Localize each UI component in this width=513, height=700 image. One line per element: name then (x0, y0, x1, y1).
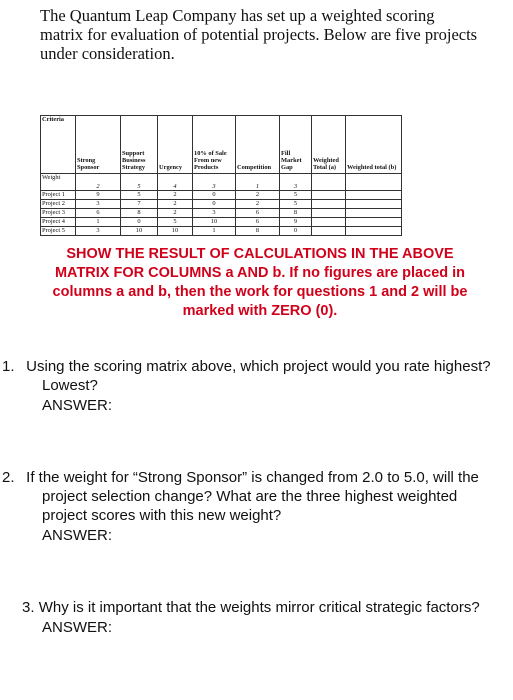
weighted-total-b-cell[interactable] (346, 191, 402, 200)
question-3-body (22, 598, 492, 617)
weighted-total-b-cell[interactable] (346, 200, 402, 209)
table-row (41, 200, 402, 209)
calculation-instruction (40, 245, 480, 321)
weighted-total-a-cell[interactable] (312, 209, 346, 218)
weight-cell: 2 (76, 174, 121, 191)
score-cell: 5 (158, 218, 193, 227)
score-cell: 3 (193, 209, 236, 218)
project-label: Project 2 (41, 200, 76, 209)
score-cell: 5 (280, 200, 312, 209)
answer-label[interactable]: ANSWER: (42, 527, 113, 544)
score-cell: 2 (158, 209, 193, 218)
table-row (41, 218, 402, 227)
score-cell: 3 (76, 227, 121, 236)
question-text: If the weight for “Strong Sponsor” is changed from 2.0 to 5.0, will the project selection change? What are the three highest weighted project scores with this new weight? (26, 469, 479, 524)
weight-label: Weight (41, 174, 76, 191)
table-row (41, 191, 402, 200)
criteria-label: Criteria (41, 116, 76, 174)
score-cell: 0 (193, 191, 236, 200)
question-1 (2, 357, 492, 415)
question-2-body: 2. If the weight for “Strong Sponsor” is changed from 2.0 to 5.0, will the project selection change? What are the three highest weighted project scores with this new weight? (2, 469, 479, 524)
score-cell: 2 (236, 200, 280, 209)
score-cell: 9 (280, 218, 312, 227)
weight-cell: 3 (193, 174, 236, 191)
weighted-total-b-cell[interactable] (346, 218, 402, 227)
answer-label[interactable]: ANSWER: (42, 397, 113, 414)
criteria-header-row (41, 116, 402, 174)
score-cell: 2 (236, 191, 280, 200)
weighted-total-b-cell[interactable] (346, 227, 402, 236)
score-cell: 5 (121, 191, 158, 200)
score-cell: 7 (121, 200, 158, 209)
project-label: Project 5 (41, 227, 76, 236)
score-cell: 0 (193, 200, 236, 209)
score-cell: 3 (76, 200, 121, 209)
weight-cell (312, 174, 346, 191)
score-cell: 8 (121, 209, 158, 218)
score-cell: 8 (280, 209, 312, 218)
intro-text: The Quantum Leap Company has set up a weighted scoring matrix for evaluation of potential projects. Below are five projects under consideration. (40, 6, 478, 63)
weighted-total-a-cell[interactable] (312, 191, 346, 200)
score-cell: 1 (76, 218, 121, 227)
question-1-body: 1. Using the scoring matrix above, which project would you rate highest? Lowest? (2, 358, 491, 394)
score-cell: 6 (76, 209, 121, 218)
header-weighted-total-a: Weighted Total (a) (312, 116, 346, 174)
question-text: Using the scoring matrix above, which project would you rate highest? Lowest? (26, 358, 491, 394)
project-label: Project 1 (41, 191, 76, 200)
weighted-total-b-cell[interactable] (346, 209, 402, 218)
project-label: Project 4 (41, 218, 76, 227)
score-cell: 6 (236, 218, 280, 227)
weighted-total-a-cell[interactable] (312, 218, 346, 227)
header-sales-new-products: 10% of Sale From new Products (193, 116, 236, 174)
score-cell: 10 (158, 227, 193, 236)
weight-row (41, 174, 402, 191)
header-weighted-total-b: Weighted total (b) (346, 116, 402, 174)
score-cell: 1 (193, 227, 236, 236)
weight-cell: 4 (158, 174, 193, 191)
header-urgency: Urgency (158, 116, 193, 174)
question-2 (2, 468, 492, 545)
score-cell: 0 (280, 227, 312, 236)
header-competition: Competition (236, 116, 280, 174)
score-cell: 5 (280, 191, 312, 200)
header-fill-market-gap: Fill Market Gap (280, 116, 312, 174)
answer-label[interactable]: ANSWER: (42, 619, 113, 636)
score-cell: 2 (158, 191, 193, 200)
score-cell: 6 (236, 209, 280, 218)
header-support-business-strategy: Support Business Strategy (121, 116, 158, 174)
project-label: Project 3 (41, 209, 76, 218)
table-row (41, 209, 402, 218)
header-strong-sponsor: Strong Sponsor (76, 116, 121, 174)
weighted-total-a-cell[interactable] (312, 227, 346, 236)
intro-paragraph (40, 6, 480, 63)
question-number: 3. (22, 599, 35, 616)
weight-cell: 5 (121, 174, 158, 191)
score-cell: 9 (76, 191, 121, 200)
weight-cell: 3 (280, 174, 312, 191)
question-3 (22, 598, 492, 637)
weighted-scoring-matrix (40, 115, 402, 236)
score-cell: 0 (121, 218, 158, 227)
score-cell: 8 (236, 227, 280, 236)
weighted-total-a-cell[interactable] (312, 200, 346, 209)
score-cell: 10 (121, 227, 158, 236)
weight-cell: 1 (236, 174, 280, 191)
question-text: Why is it important that the weights mirror critical strategic factors? (38, 599, 480, 616)
score-cell: 2 (158, 200, 193, 209)
score-cell: 10 (193, 218, 236, 227)
weight-cell (346, 174, 402, 191)
table-row (41, 227, 402, 236)
instruction-text: SHOW THE RESULT OF CALCULATIONS IN THE ABOVE MATRIX FOR COLUMNS a AND b. If no figures are placed in columns a and b, then the work for questions 1 and 2 will be marked with ZERO (0). (52, 246, 468, 319)
